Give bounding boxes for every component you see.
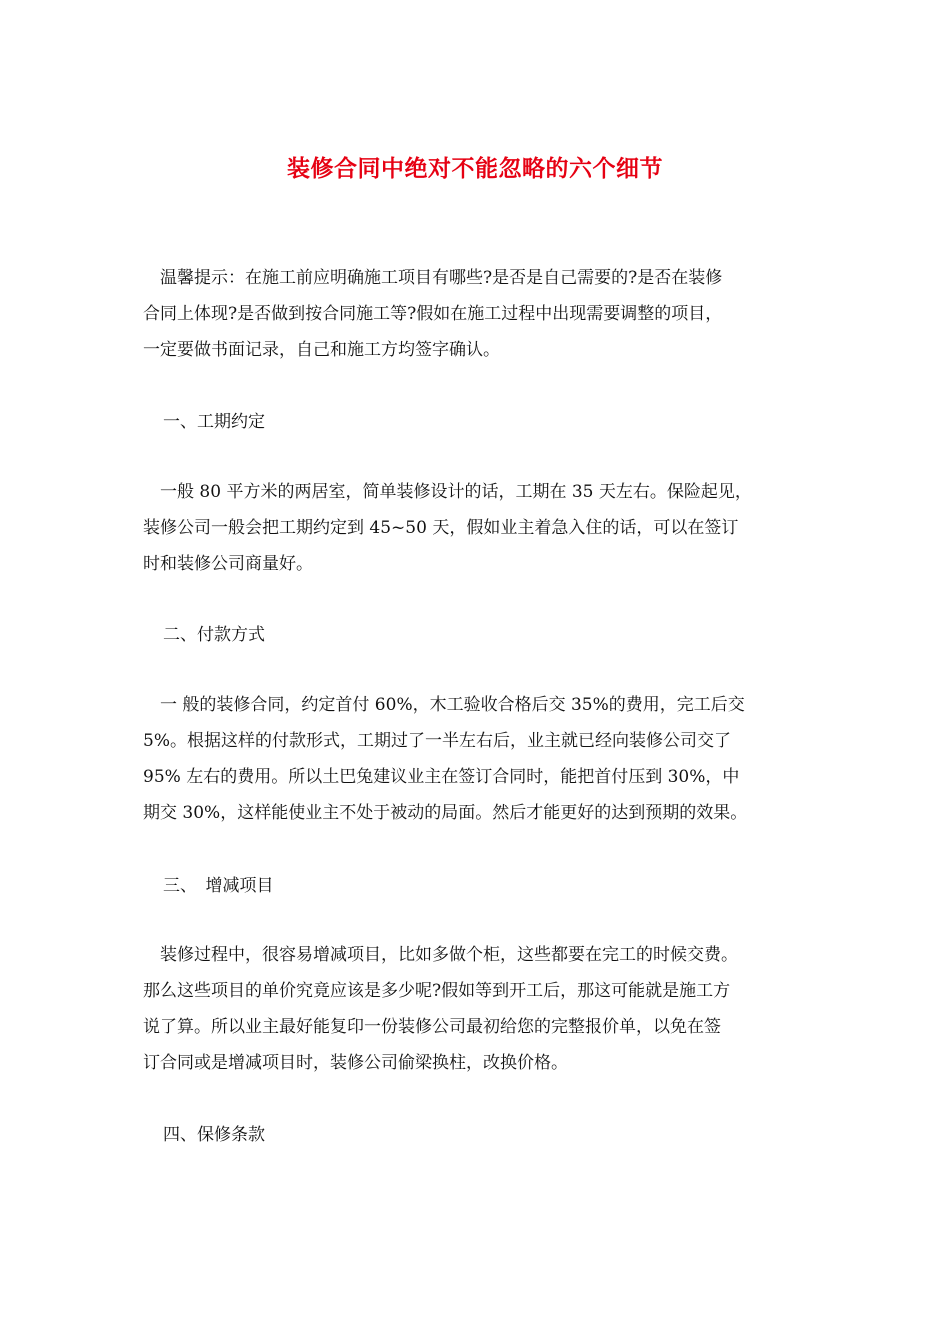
- changes-line: 订合同或是增减项目时，装修公司偷梁换柱，改换价格。: [143, 1053, 568, 1073]
- changes-line: 装修过程中，很容易增减项目，比如多做个柜，这些都要在完工的时候交费。: [143, 945, 738, 965]
- payment-line: 一 般的装修合同，约定首付 60%，木工验收合格后交 35%的费用，完工后交: [143, 695, 745, 715]
- section-heading-schedule: 一、工期约定: [163, 412, 265, 432]
- schedule-line: 装修公司一般会把工期约定到 45~50 天，假如业主着急入住的话，可以在签订: [143, 518, 739, 538]
- changes-paragraph: [143, 937, 813, 1081]
- changes-line: 那么这些项目的单价究竟应该是多少呢?假如等到开工后，那这可能就是施工方: [143, 981, 731, 1001]
- document-title: 装修合同中绝对不能忽略的六个细节: [287, 156, 663, 182]
- payment-line: 期交 30%，这样能使业主不处于被动的局面。然后才能更好的达到预期的效果。: [143, 803, 748, 823]
- payment-line: 95% 左右的费用。所以土巴兔建议业主在签订合同时，能把首付压到 30%，中: [143, 767, 740, 787]
- payment-paragraph: [143, 687, 813, 831]
- section-heading-payment: 二、付款方式: [163, 625, 265, 645]
- schedule-line: 时和装修公司商量好。: [143, 554, 313, 574]
- payment-line: 5%。根据这样的付款形式，工期过了一半左右后，业主就已经向装修公司交了: [143, 731, 731, 751]
- intro-line: 一定要做书面记录，自己和施工方均签字确认。: [143, 340, 500, 360]
- section-heading-warranty: 四、保修条款: [163, 1125, 265, 1145]
- section-heading-changes: 三、 增减项目: [163, 876, 274, 896]
- changes-line: 说了算。所以业主最好能复印一份装修公司最初给您的完整报价单，以免在签: [143, 1017, 721, 1037]
- intro-paragraph: [143, 260, 813, 368]
- schedule-line: 一般 80 平方米的两居室，简单装修设计的话，工期在 35 天左右。保险起见，: [143, 482, 752, 502]
- schedule-paragraph: [143, 474, 813, 582]
- intro-line: 温馨提示：在施工前应明确施工项目有哪些?是否是自己需要的?是否在装修: [143, 268, 723, 288]
- intro-line: 合同上体现?是否做到按合同施工等?假如在施工过程中出现需要调整的项目，: [143, 304, 723, 324]
